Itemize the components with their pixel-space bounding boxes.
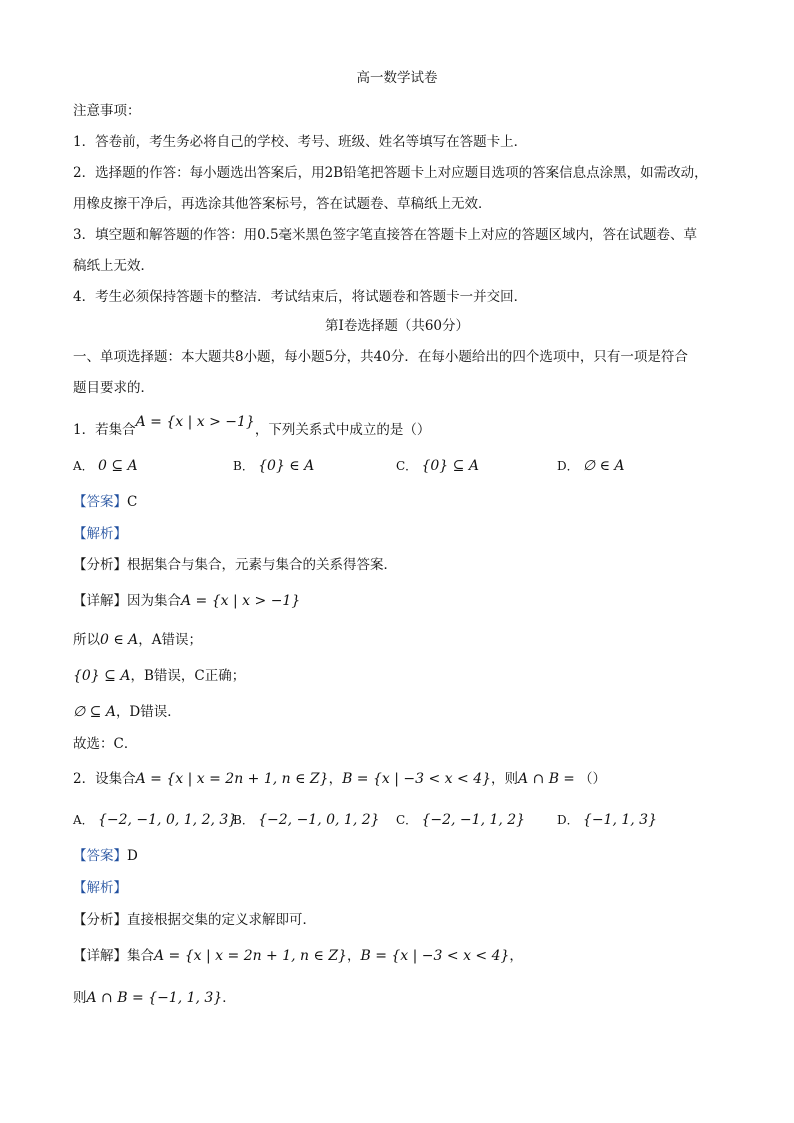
step-suffix: ，D错误． [115,704,181,720]
q2-xiangjie [73,946,523,966]
option-label: C． [396,459,418,473]
xiangjie-suffix: ， [509,948,523,964]
q2-option-c [396,810,525,830]
stem-suffix: ，下列关系式中成立的是（） [254,422,431,438]
q1-analysis [73,524,127,544]
option-label: D． [557,813,579,827]
answer-value: D [127,848,138,864]
step-formula: ∅ ⊆ A [73,704,116,720]
step-formula: {0} ⊆ A [73,668,131,684]
answer-tag: 【答案】 [73,494,127,510]
result-prefix: 则 [73,990,87,1006]
stem-prefix: 1．若集合 [73,422,136,438]
xiangjie-tag: 【详解】 [73,948,127,964]
q1-conclusion: 故选：C． [73,736,138,752]
option-label: C． [396,813,418,827]
stem-separator: ， [328,771,343,787]
q1-answer [73,492,137,512]
note-line: 1．答卷前，考生务必将自己的学校、考号、班级、姓名等填写在答题卡上． [73,134,528,150]
stem-formula: A = {x | x > −1} [135,414,255,430]
option-formula: ∅ ∈ A [582,458,625,474]
step-prefix: 所以 [73,632,100,648]
option-formula: {0} ∈ A [258,458,315,474]
step-formula: 0 ∈ A [100,632,139,648]
analysis-tag: 【解析】 [73,880,127,896]
q2-fenxi [73,910,316,930]
part-heading: 题目要求的． [73,380,154,396]
result-suffix: ． [222,990,236,1006]
result-formula: A ∩ B = {−1, 1, 3} [86,990,223,1006]
q1-fenxi [73,555,397,575]
q2-analysis [73,878,127,898]
xiangjie-separator: ， [346,948,361,964]
option-formula: {−2, −1, 0, 1, 2, 3} [97,812,238,828]
analysis-tag: 【解析】 [73,526,127,542]
option-label: B． [233,459,254,473]
option-label: D． [557,459,579,473]
note-line: 2．选择题的作答：每小题选出答案后，用2B铅笔把答题卡上对应题目选项的答案信息点涂黑，如需改动， [73,165,708,181]
q2-result [73,988,236,1008]
q2-option-d [557,810,657,830]
answer-tag: 【答案】 [73,848,127,864]
fenxi-tag: 【分析】 [73,912,127,928]
xiangjie-prefix: 集合 [127,948,154,964]
question-2-stem [73,769,606,789]
q1-option-c [396,456,479,476]
q1-option-b [233,456,314,476]
stem-formula: B = {x | −3 < x < 4} [342,771,492,787]
step-suffix: ，B错误，C正确； [130,668,246,684]
q1-option-a [73,456,138,476]
fenxi-text: 直接根据交集的定义求解即可． [127,912,316,928]
option-formula: {−2, −1, 0, 1, 2} [258,812,380,828]
option-label: A． [73,813,94,827]
xiangjie-formula: A = {x | x = 2n + 1, n ∈ Z} [154,948,347,964]
part-heading: 一、单项选择题：本大题共8小题，每小题5分，共40分．在每小题给出的四个选项中，只有一项是符合 [73,349,688,365]
q2-option-a [73,810,237,830]
q1-step-3 [73,702,181,722]
answer-value: C [127,494,138,510]
option-formula: {0} ⊆ A [421,458,479,474]
option-formula: {−1, 1, 3} [582,812,657,828]
q1-xiangjie [73,591,300,611]
page-title: 高一数学试卷 [356,70,438,86]
xiangjie-formula: A = {x | x > −1} [181,593,301,609]
q1-option-d [557,456,625,476]
xiangjie-formula: B = {x | −3 < x < 4} [360,948,510,964]
option-label: A． [73,459,94,473]
option-formula: 0 ⊆ A [97,458,138,474]
stem-formula: A ∩ B [518,771,560,787]
stem-suffix: = （） [559,771,606,787]
stem-mid: ，则 [491,771,519,787]
q2-answer [73,846,138,866]
note-line: 3．填空题和解答题的作答：用0.5毫米黑色签字笔直接答在答题卡上对应的答题区域内，答在试题卷、草 [73,227,698,243]
note-line: 稿纸上无效． [73,258,154,274]
note-line: 用橡皮擦干净后，再选涂其他答案标号，答在试题卷、草稿纸上无效． [73,196,492,212]
fenxi-text: 根据集合与集合，元素与集合的关系得答案． [127,557,397,573]
question-1-stem [73,414,431,440]
fenxi-tag: 【分析】 [73,557,127,573]
q1-step-1 [73,630,202,650]
note-line: 4．考生必须保持答题卡的整洁．考试结束后，将试题卷和答题卡一并交回． [73,289,528,305]
step-suffix: ，A错误； [138,632,203,648]
option-formula: {−2, −1, 1, 2} [421,812,526,828]
notes-heading: 注意事项： [73,103,141,119]
q1-step-2 [73,666,245,686]
option-label: B． [233,813,254,827]
stem-formula: A = {x | x = 2n + 1, n ∈ Z} [135,771,329,787]
xiangjie-tag: 【详解】 [73,593,127,609]
xiangjie-prefix: 因为集合 [127,593,181,609]
q2-option-b [233,810,380,830]
stem-prefix: 2．设集合 [73,771,136,787]
section-title: 第Ⅰ卷选择题（共60分） [324,318,469,334]
